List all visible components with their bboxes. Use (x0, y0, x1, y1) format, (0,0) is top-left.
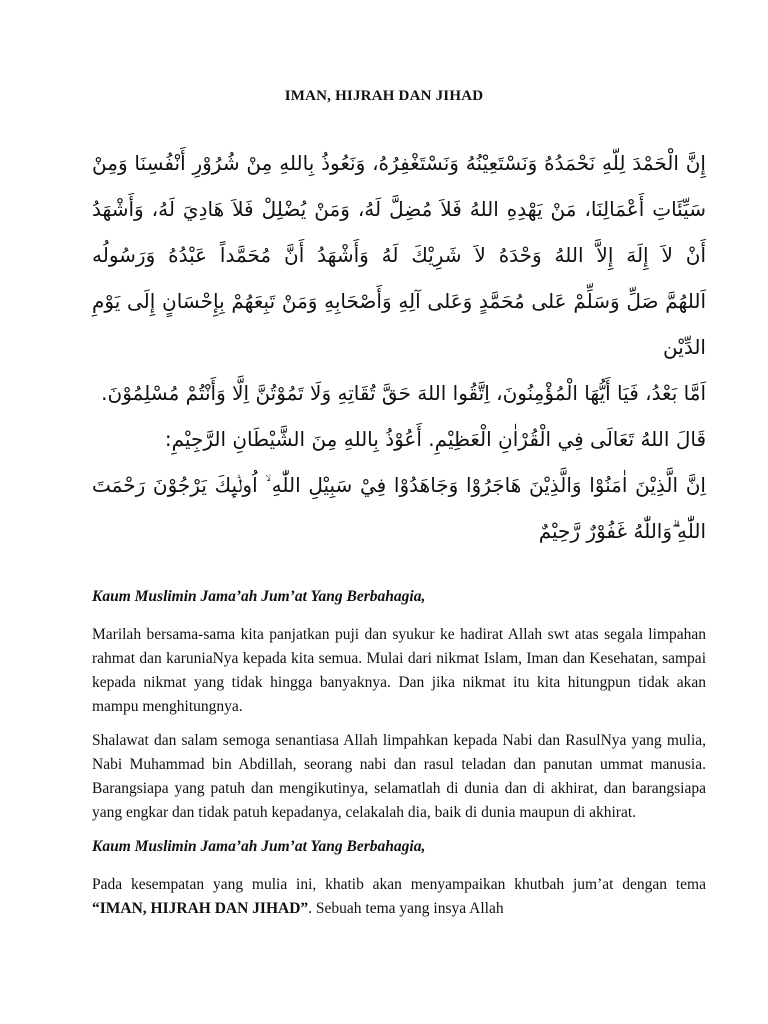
paragraph-theme (92, 873, 706, 921)
paragraph-theme-end: . Sebuah tema yang insya Allah (308, 900, 504, 917)
paragraph-praise: Marilah bersama-sama kita panjatkan puji dan syukur ke hadirat Allah swt atas segala limpahan rahmat dan karuniaNya kepada kita semua. Mulai dari nikmat Islam, Iman dan Kesehatan, sampai kepada nikmat yang tidak hingga banyaknya. Dan jika nikmat itu kita hitungpun tidak akan mampu menghitungnya. (92, 626, 706, 715)
arabic-amma-badu-text: اَمَّا بَعْدُ، فَيَا أَيُّهَا الْمُؤْمِنُونَ، اِتَّقُوا اللهَ حَقَّ تُقَاتِهِ وَلَا تَمُوْتُنَّ اِلَّا وَأَنْتُمْ مُسْلِمُوْنَ. (101, 381, 706, 405)
arabic-verse-text: اِنَّ الَّذِيْنَ اٰمَنُوْا وَالَّذِيْنَ هَاجَرُوْا وَجَاهَدُوْا فِيْ سَبِيْلِ اللّٰهِ ۙ اُولٰۤىِٕكَ يَرْجُوْنَ رَحْمَتَ اللّٰهِ ۗوَاللّٰهُ غَفُوْرٌ رَّحِيْمٌ (92, 473, 706, 543)
paragraph-theme-start: Pada kesempatan yang mulia ini, khatib akan menyampaikan khutbah jum’at dengan tema (92, 876, 706, 893)
arabic-salawat-text: اَللهُمَّ صَلِّ وَسَلِّمْ عَلى مُحَمَّدٍ وَعَلى آلِهِ وَأَصْحَابِهِ وَمَنْ تَبِعَهُمْ بِإِحْسَانٍ إِلَى يَوْمِ الدِّيْن (92, 289, 706, 359)
arabic-opening-block (92, 140, 706, 554)
greeting-heading: Kaum Muslimin Jama’ah Jum’at Yang Berbahagia, (92, 838, 426, 855)
arabic-qala-text: قَالَ اللهُ تَعَالَى فِي الْقُرْاٰنِ الْعَظِيْمِ. أَعُوْذُ بِاللهِ مِنَ الشَّيْطَانِ الرَّجِيْمِ: (164, 427, 706, 451)
latin-body-block (92, 585, 706, 931)
paragraph-shalawat: Shalawat dan salam semoga senantiasa Allah limpahkan kepada Nabi dan RasulNya yang mulia, Nabi Muhammad bin Abdillah, seorang nabi dan rasul teladan dan panutan ummat manusia. Barangsiapa yang patuh dan mengikutinya, selamatlah di dunia dan di akhirat, dan barangsiapa yang engkar dan tidak patuh kepadanya, celakalah dia, baik di dunia maupun di akhirat. (92, 732, 706, 821)
arabic-opening-text: إِنَّ الْحَمْدَ لِلّهِ نَحْمَدُهُ وَنَسْتَعِيْنُهُ وَنَسْتَغْفِرُهُ، وَنَعُوذُ بِاللهِ مِنْ شُرُوْرِ أَنْفُسِنَا وَمِنْ سَيِّئَاتِ أَعْمَالِنَا، مَنْ يَهْدِهِ اللهُ فَلاَ مُضِلَّ لَهُ، وَمَنْ يُضْلِلْ فَلاَ هَادِيَ لَهُ، وَأَشْهَدُ أَنْ لاَ إِلَهَ إِلاَّ اللهُ وَحْدَهُ لاَ شَرِيْكَ لَهُ وَأَشْهَدُ أَنَّ مُحَمَّداً عَبْدُهُ وَرَسُولُه (92, 151, 706, 267)
greeting-heading: Kaum Muslimin Jama’ah Jum’at Yang Berbahagia, (92, 588, 426, 605)
document-title: IMAN, HIJRAH DAN JIHAD (284, 88, 484, 104)
theme-title: “IMAN, HIJRAH DAN JIHAD” (92, 900, 309, 917)
